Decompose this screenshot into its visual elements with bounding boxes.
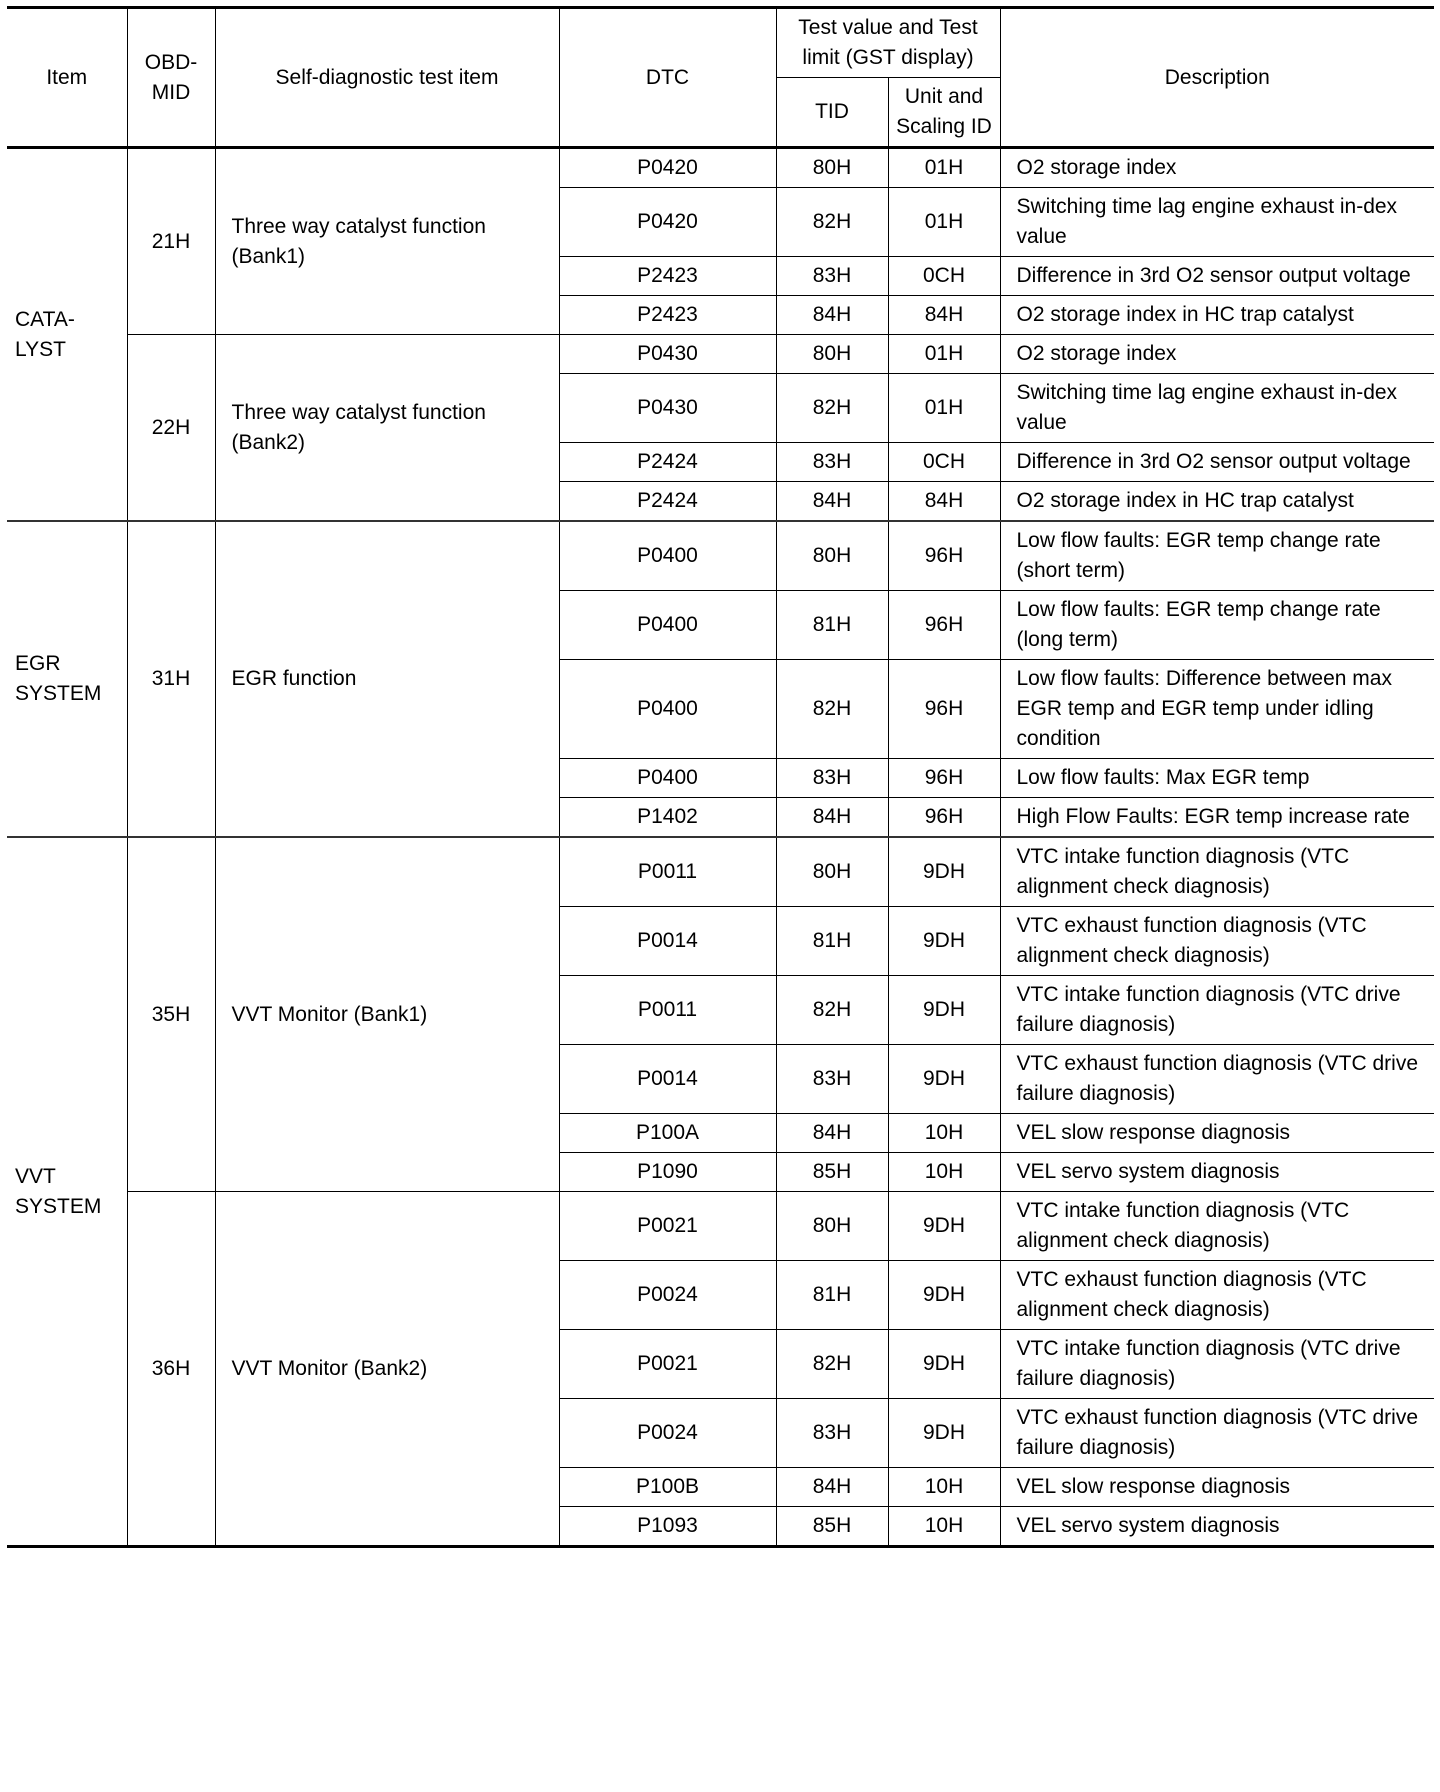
cell-unit-scaling-id: 10H xyxy=(888,1468,1000,1507)
cell-unit-scaling-id: 10H xyxy=(888,1507,1000,1547)
cell-tid: 83H xyxy=(776,1045,888,1114)
cell-description: VTC intake function diagnosis (VTC alignment check diagnosis) xyxy=(1000,1192,1434,1261)
cell-dtc: P1093 xyxy=(559,1507,776,1547)
cell-dtc: P0420 xyxy=(559,188,776,257)
cell-tid: 80H xyxy=(776,1192,888,1261)
table-row xyxy=(7,148,1434,188)
cell-description: Low flow faults: Max EGR temp xyxy=(1000,759,1434,798)
cell-tid: 83H xyxy=(776,1399,888,1468)
header-item: Item xyxy=(7,8,127,148)
cell-unit-scaling-id: 9DH xyxy=(888,976,1000,1045)
cell-unit-scaling-id: 01H xyxy=(888,374,1000,443)
cell-tid: 82H xyxy=(776,976,888,1045)
cell-unit-scaling-id: 9DH xyxy=(888,907,1000,976)
cell-description: Low flow faults: EGR temp change rate (short term) xyxy=(1000,521,1434,591)
cell-description: VEL servo system diagnosis xyxy=(1000,1507,1434,1547)
cell-tid: 81H xyxy=(776,907,888,976)
cell-description: Difference in 3rd O2 sensor output voltage xyxy=(1000,443,1434,482)
cell-unit-scaling-id: 0CH xyxy=(888,257,1000,296)
table-row xyxy=(7,837,1434,907)
cell-unit-scaling-id: 01H xyxy=(888,148,1000,188)
cell-description: VTC exhaust function diagnosis (VTC alignment check diagnosis) xyxy=(1000,1261,1434,1330)
cell-tid: 84H xyxy=(776,798,888,838)
cell-unit-scaling-id: 9DH xyxy=(888,837,1000,907)
cell-dtc: P0021 xyxy=(559,1192,776,1261)
header-test-item: Self-diagnostic test item xyxy=(215,8,559,148)
cell-item: VVT SYSTEM xyxy=(7,837,127,1547)
cell-unit-scaling-id: 9DH xyxy=(888,1261,1000,1330)
header-row xyxy=(7,8,1434,78)
cell-dtc: P0400 xyxy=(559,660,776,759)
cell-tid: 80H xyxy=(776,148,888,188)
cell-test-item: Three way catalyst function (Bank1) xyxy=(215,148,559,335)
header-description: Description xyxy=(1000,8,1434,148)
cell-tid: 82H xyxy=(776,374,888,443)
cell-test-item: EGR function xyxy=(215,521,559,837)
cell-unit-scaling-id: 10H xyxy=(888,1153,1000,1192)
cell-tid: 83H xyxy=(776,257,888,296)
cell-description: O2 storage index in HC trap catalyst xyxy=(1000,296,1434,335)
cell-dtc: P1090 xyxy=(559,1153,776,1192)
cell-dtc: P0014 xyxy=(559,907,776,976)
table-row xyxy=(7,1192,1434,1261)
cell-unit-scaling-id: 9DH xyxy=(888,1399,1000,1468)
header-obd-mid: OBD-MID xyxy=(127,8,215,148)
cell-test-item: VVT Monitor (Bank1) xyxy=(215,837,559,1192)
cell-description: Switching time lag engine exhaust in-dex value xyxy=(1000,374,1434,443)
cell-obd-mid: 22H xyxy=(127,335,215,522)
header-tid: TID xyxy=(776,78,888,148)
cell-obd-mid: 31H xyxy=(127,521,215,837)
cell-unit-scaling-id: 9DH xyxy=(888,1330,1000,1399)
header-unit-scaling-id: Unit and Scaling ID xyxy=(888,78,1000,148)
cell-dtc: P0400 xyxy=(559,521,776,591)
cell-dtc: P0024 xyxy=(559,1399,776,1468)
cell-tid: 85H xyxy=(776,1507,888,1547)
cell-dtc: P0400 xyxy=(559,591,776,660)
cell-description: VEL slow response diagnosis xyxy=(1000,1114,1434,1153)
cell-description: High Flow Faults: EGR temp increase rate xyxy=(1000,798,1434,838)
cell-description: VTC exhaust function diagnosis (VTC alignment check diagnosis) xyxy=(1000,907,1434,976)
cell-description: Difference in 3rd O2 sensor output voltage xyxy=(1000,257,1434,296)
cell-description: VEL slow response diagnosis xyxy=(1000,1468,1434,1507)
cell-description: O2 storage index in HC trap catalyst xyxy=(1000,482,1434,522)
cell-description: Switching time lag engine exhaust in-dex value xyxy=(1000,188,1434,257)
cell-dtc: P100B xyxy=(559,1468,776,1507)
cell-dtc: P0420 xyxy=(559,148,776,188)
cell-unit-scaling-id: 96H xyxy=(888,660,1000,759)
cell-dtc: P0014 xyxy=(559,1045,776,1114)
cell-dtc: P2424 xyxy=(559,482,776,522)
cell-unit-scaling-id: 01H xyxy=(888,335,1000,374)
cell-tid: 81H xyxy=(776,1261,888,1330)
header-test-value: Test value and Test limit (GST display) xyxy=(776,8,1000,78)
cell-tid: 85H xyxy=(776,1153,888,1192)
cell-tid: 80H xyxy=(776,335,888,374)
cell-dtc: P0021 xyxy=(559,1330,776,1399)
cell-dtc: P0011 xyxy=(559,976,776,1045)
obd-mid-diagnosis-table xyxy=(7,6,1434,1548)
cell-description: VTC intake function diagnosis (VTC alignment check diagnosis) xyxy=(1000,837,1434,907)
cell-test-item: VVT Monitor (Bank2) xyxy=(215,1192,559,1547)
cell-description: VTC exhaust function diagnosis (VTC drive failure diagnosis) xyxy=(1000,1399,1434,1468)
cell-dtc: P1402 xyxy=(559,798,776,838)
cell-description: VTC exhaust function diagnosis (VTC drive failure diagnosis) xyxy=(1000,1045,1434,1114)
table-row xyxy=(7,335,1434,374)
cell-dtc: P0400 xyxy=(559,759,776,798)
cell-tid: 82H xyxy=(776,660,888,759)
cell-description: O2 storage index xyxy=(1000,335,1434,374)
cell-unit-scaling-id: 0CH xyxy=(888,443,1000,482)
table-row xyxy=(7,521,1434,591)
cell-unit-scaling-id: 9DH xyxy=(888,1192,1000,1261)
cell-unit-scaling-id: 96H xyxy=(888,759,1000,798)
cell-tid: 81H xyxy=(776,591,888,660)
table-header xyxy=(7,8,1434,148)
cell-tid: 84H xyxy=(776,1114,888,1153)
cell-dtc: P2423 xyxy=(559,296,776,335)
cell-obd-mid: 35H xyxy=(127,837,215,1192)
cell-dtc: P0430 xyxy=(559,374,776,443)
cell-description: Low flow faults: Difference between max EGR temp and EGR temp under idling condition xyxy=(1000,660,1434,759)
cell-item: CATA-LYST xyxy=(7,148,127,522)
cell-tid: 84H xyxy=(776,1468,888,1507)
cell-unit-scaling-id: 96H xyxy=(888,798,1000,838)
table-body xyxy=(7,148,1434,1547)
cell-item: EGR SYSTEM xyxy=(7,521,127,837)
cell-description: VTC intake function diagnosis (VTC drive failure diagnosis) xyxy=(1000,976,1434,1045)
cell-dtc: P0430 xyxy=(559,335,776,374)
cell-tid: 84H xyxy=(776,482,888,522)
cell-unit-scaling-id: 01H xyxy=(888,188,1000,257)
cell-description: VEL servo system diagnosis xyxy=(1000,1153,1434,1192)
cell-description: Low flow faults: EGR temp change rate (long term) xyxy=(1000,591,1434,660)
cell-unit-scaling-id: 84H xyxy=(888,296,1000,335)
cell-unit-scaling-id: 84H xyxy=(888,482,1000,522)
cell-description: VTC intake function diagnosis (VTC drive failure diagnosis) xyxy=(1000,1330,1434,1399)
cell-obd-mid: 21H xyxy=(127,148,215,335)
cell-unit-scaling-id: 9DH xyxy=(888,1045,1000,1114)
cell-tid: 82H xyxy=(776,188,888,257)
cell-tid: 84H xyxy=(776,296,888,335)
cell-unit-scaling-id: 96H xyxy=(888,521,1000,591)
cell-dtc: P100A xyxy=(559,1114,776,1153)
cell-test-item: Three way catalyst function (Bank2) xyxy=(215,335,559,522)
cell-tid: 83H xyxy=(776,443,888,482)
cell-dtc: P2424 xyxy=(559,443,776,482)
cell-unit-scaling-id: 10H xyxy=(888,1114,1000,1153)
cell-obd-mid: 36H xyxy=(127,1192,215,1547)
cell-description: O2 storage index xyxy=(1000,148,1434,188)
cell-tid: 80H xyxy=(776,837,888,907)
cell-unit-scaling-id: 96H xyxy=(888,591,1000,660)
cell-dtc: P0011 xyxy=(559,837,776,907)
cell-tid: 82H xyxy=(776,1330,888,1399)
cell-tid: 83H xyxy=(776,759,888,798)
cell-tid: 80H xyxy=(776,521,888,591)
header-dtc: DTC xyxy=(559,8,776,148)
cell-dtc: P0024 xyxy=(559,1261,776,1330)
cell-dtc: P2423 xyxy=(559,257,776,296)
